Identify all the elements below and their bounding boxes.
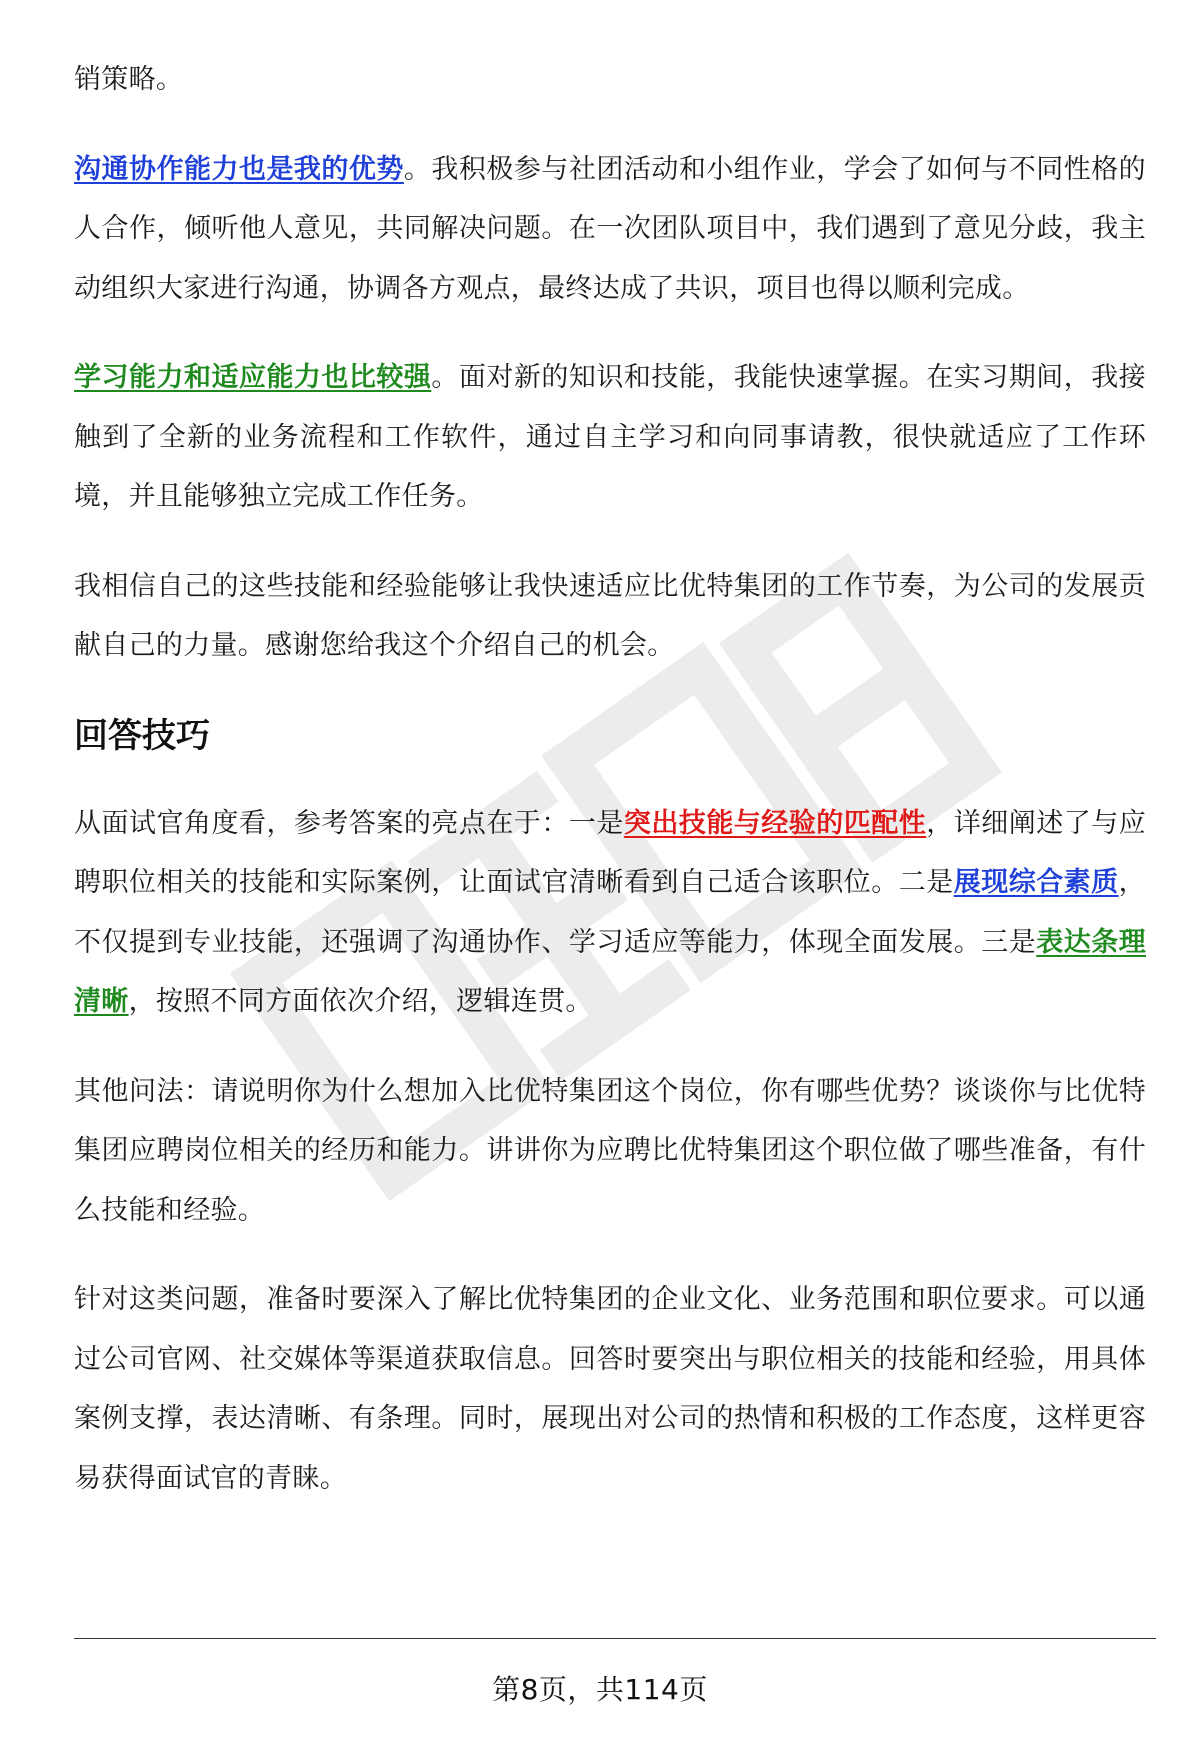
paragraph-text: ，不仅提到专业技能，还强调了沟通协作、学习适应等能力，体现全面发展。三是 [74,867,1146,958]
highlight-clear-structure: 表达条理清晰 [74,926,1146,1017]
paragraph-other-questions [74,1062,1146,1241]
paragraph-text: ，按照不同方面依次介绍，逻辑连贯。 [128,986,593,1017]
paragraph-preparation [74,1270,1146,1508]
paragraph-text: ，详细阐述了与应聘职位相关的技能和实际案例，让面试官清晰看到自己适合该职位。二是 [74,807,1147,898]
paragraph-text: 针对这类问题，准备时要深入了解比优特集团的企业文化、业务范围和职位要求。可以通过公司官网、社交媒体等渠道获取信息。回答时要突出与职位相关的技能和经验，用具体案例支撑，表达清晰、有条理。同时，展现出对公司的热情和积极的工作态度，这样更容易获得面试官的青睐。 [74,1284,1146,1494]
paragraph-text: 。我积极参与社团活动和小组作业，学会了如何与不同性格的人合作，倾听他人意见，共同解决问题。在一次团队项目中，我们遇到了意见分歧，我主动组织大家进行沟通，协调各方观点，最终达成了共识，项目也得以顺利完成。 [74,153,1146,304]
paragraph-communication [74,140,1146,319]
section-heading: 回答技巧 [74,715,210,756]
paragraph-text: 。面对新的知识和技能，我能快速掌握。在实习期间，我接触到了全新的业务流程和工作软件，通过自主学习和向同事请教，很快就适应了工作环境，并且能够独立完成工作任务。 [74,362,1146,512]
paragraph-continuation [74,50,1146,110]
highlight-skill-match: 突出技能与经验的匹配性 [623,807,927,839]
paragraph-text: 其他问法：请说明你为什么想加入比优特集团这个岗位，你有哪些优势？谈谈你与比优特集团应聘岗位相关的经历和能力。讲讲你为应聘比优特集团这个职位做了哪些准备，有什么技能和经验。 [74,1075,1146,1226]
document-body [74,50,1146,1508]
highlight-overall-quality: 展现综合素质 [953,867,1119,898]
paragraph-text: 从面试官角度看，参考答案的亮点在于：一是 [74,807,624,839]
paragraph-conclusion [74,557,1146,676]
paragraph-text: 销策略。 [74,64,184,95]
paragraph-tips [74,794,1146,1032]
highlight-learning: 学习能力和适应能力也比较强 [74,362,432,393]
page-number: 第8页，共114页 [492,1673,708,1706]
footer-divider [74,1638,1156,1639]
paragraph-text: 我相信自己的这些技能和经验能够让我快速适应比优特集团的工作节奏，为公司的发展贡献自己的力量。感谢您给我这个介绍自己的机会。 [74,570,1146,661]
paragraph-learning [74,348,1146,527]
highlight-communication: 沟通协作能力也是我的优势 [74,153,404,185]
